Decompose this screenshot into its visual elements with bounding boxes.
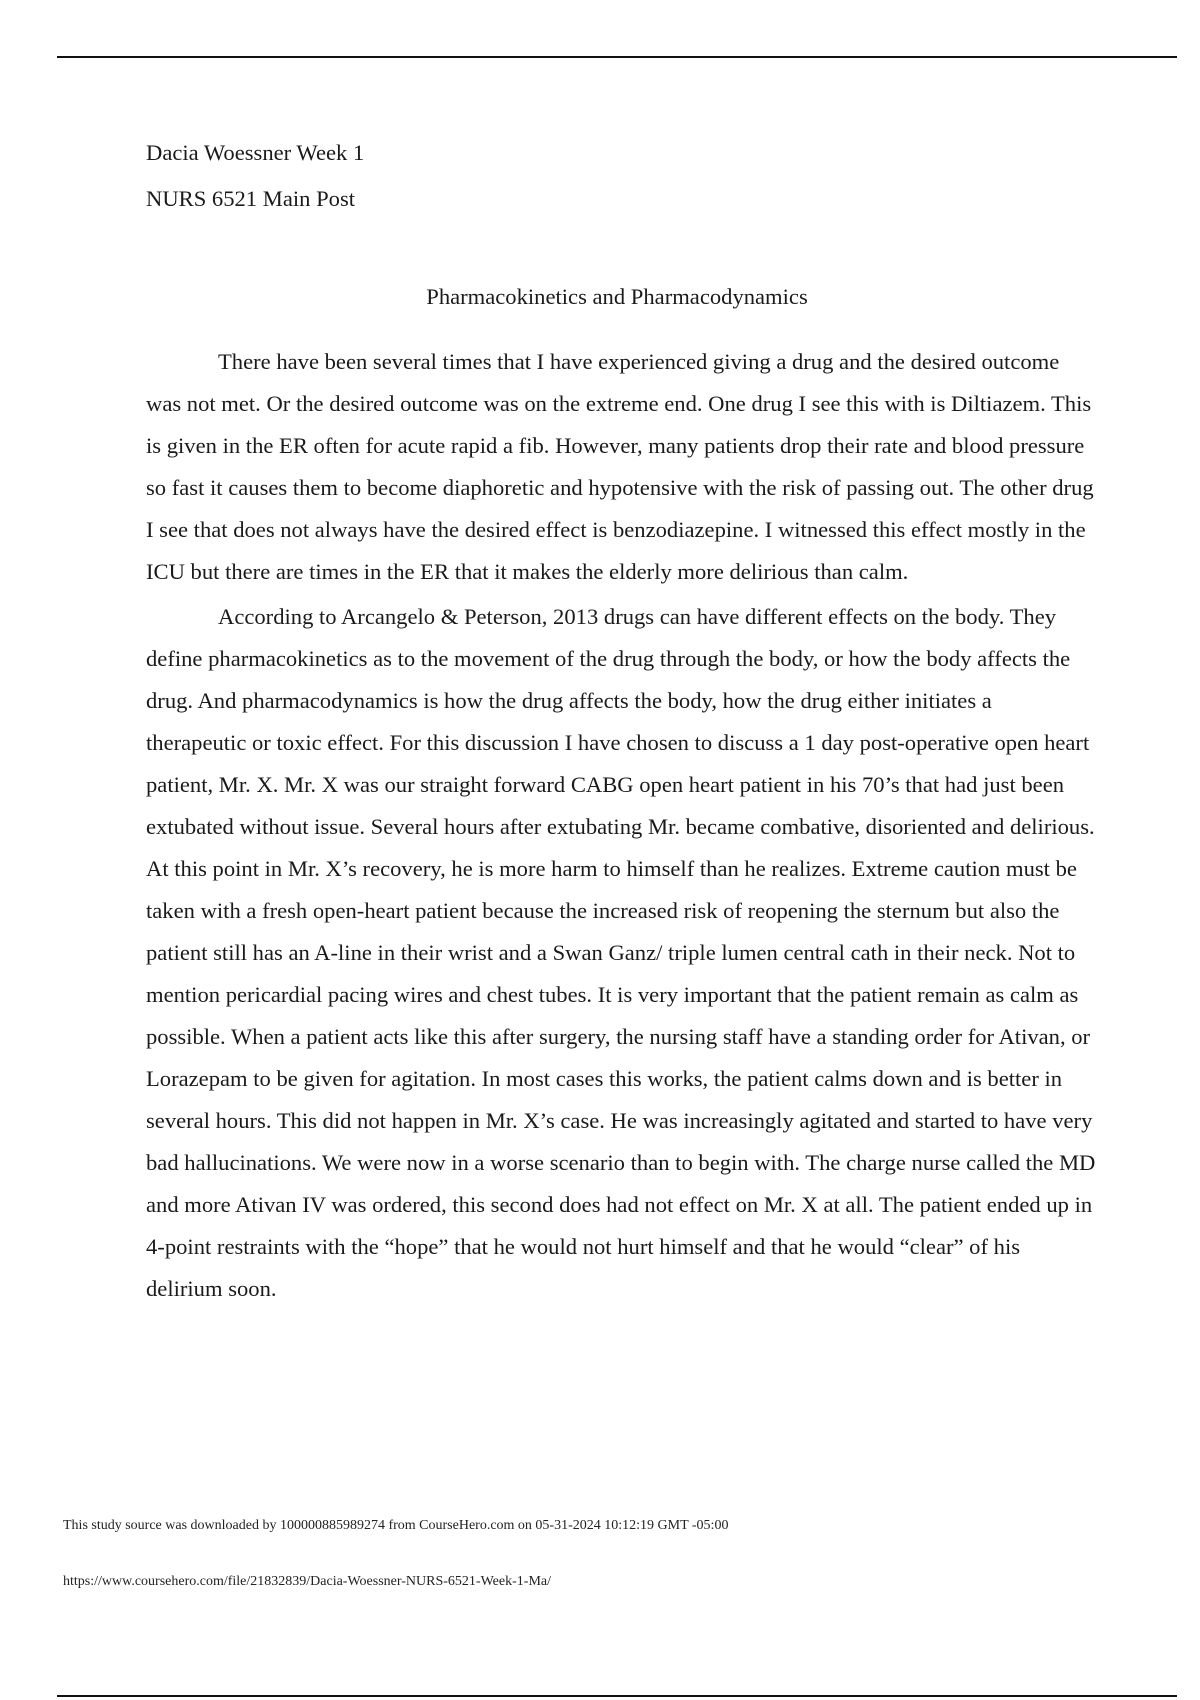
- top-divider: [57, 56, 1177, 58]
- document-title: Pharmacokinetics and Pharmacodynamics: [426, 284, 808, 309]
- source-url[interactable]: https://www.coursehero.com/file/21832839/Dacia-Woessner-NURS-6521-Week-1-Ma/: [63, 1574, 551, 1589]
- author-line: Dacia Woessner Week 1: [146, 140, 365, 165]
- body-paragraph-1: There have been several times that I have experienced giving a drug and the desired outcome was not met. Or the desired outcome was on the extreme end. One drug I see this with is Diltiazem. This is given in the ER often for acute rapid a fib. However, many patients drop their rate and blood pressure so fast it causes them to become diaphoretic and hypotensive with the risk of passing out. The other drug I see that does not always have the desired effect is benzodiazepine. I witnessed this effect mostly in the ICU but there are times in the ER that it makes the elderly more delirious than calm.: [146, 349, 1094, 584]
- course-line: NURS 6521 Main Post: [146, 186, 356, 211]
- document-body: [146, 341, 1096, 1310]
- document-header: [146, 141, 1094, 211]
- body-paragraph-2: According to Arcangelo & Peterson, 2013 drugs can have different effects on the body. They define pharmacokinetics as to the movement of the drug through the body, or how the body affects the drug. And pharmacodynamics is how the drug affects the body, how the drug either initiates a therapeutic or toxic effect. For this discussion I have chosen to discuss a 1 day post-operative open heart patient, Mr. X. Mr. X was our straight forward CABG open heart patient in his 70’s that had just been extubated without issue. Several hours after extubating Mr. became combative, disoriented and delirious. At this point in Mr. X’s recovery, he is more harm to himself than he realizes. Extreme caution must be taken with a fresh open-heart patient because the increased risk of reopening the sternum but also the patient still has an A-line in their wrist and a Swan Ganz/ triple lumen central cath in their neck. Not to mention pericardial pacing wires and chest tubes. It is very important that the patient remain as calm as possible. When a patient acts like this after surgery, the nursing staff have a standing order for Ativan, or Lorazepam to be given for agitation. In most cases this works, the patient calms down and is better in several hours. This did not happen in Mr. X’s case. He was increasingly agitated and started to have very bad hallucinations. We were now in a worse scenario than to begin with. The charge nurse called the MD and more Ativan IV was ordered, this second does had not effect on Mr. X at all. The patient ended up in 4-point restraints with the “hope” that he would not hurt himself and that he would “clear” of his delirium soon.: [146, 604, 1096, 1301]
- bottom-divider: [57, 1695, 1177, 1697]
- download-source-note: This study source was downloaded by 100000885989274 from CourseHero.com on 05-31-2024 10:12:19 GMT -05:00: [63, 1518, 729, 1533]
